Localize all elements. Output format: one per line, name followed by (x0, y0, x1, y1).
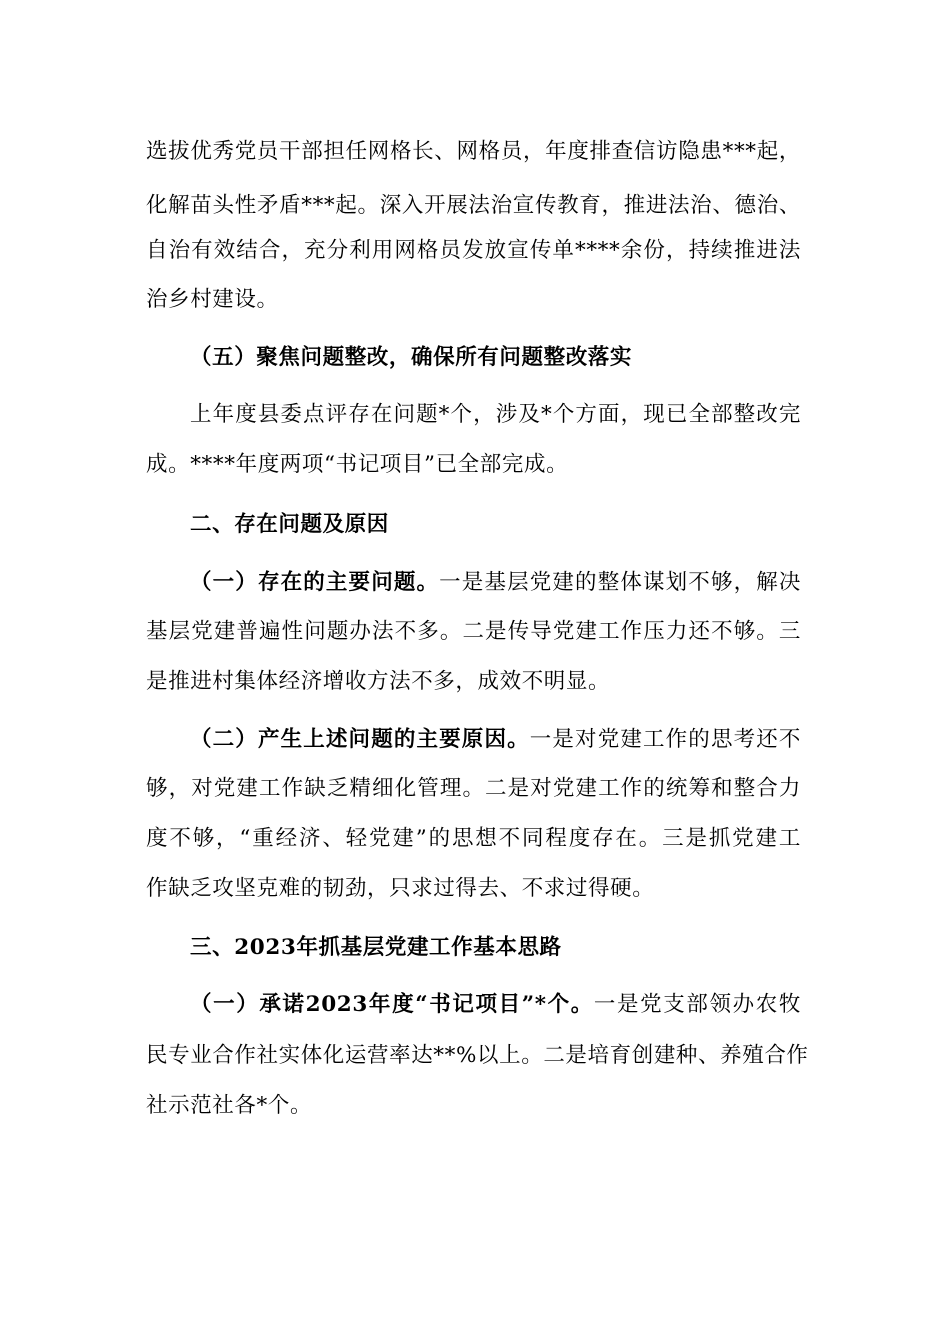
paragraph-line: 作缺乏攻坚克难的韧劲，只求过得去、不求过得硬。 (146, 876, 655, 901)
section-heading: （五）聚焦问题整改，确保所有问题整改落实 (190, 345, 633, 370)
paragraph-line: 是推进村集体经济增收方法不多，成效不明显。 (146, 669, 611, 694)
subsection-heading: （一）承诺2023年度“书记项目”*个。 (190, 992, 594, 1017)
subsection-first-line (190, 990, 801, 1020)
subsection-heading: （二）产生上述问题的主要原因。 (190, 727, 530, 752)
subsection-first-line (190, 725, 801, 755)
paragraph-line: 治乡村建设。 (146, 287, 279, 312)
paragraph-line: 社示范社各*个。 (146, 1093, 313, 1118)
paragraph-line: 度不够，“重经济、轻党建”的思想不同程度存在。三是抓党建工 (146, 826, 801, 851)
paragraph-line: 选拔优秀党员干部担任网格长、网格员，年度排查信访隐患***起， (146, 139, 801, 164)
paragraph-line: 基层党建普遍性问题办法不多。二是传导党建工作压力还不够。三 (146, 619, 801, 644)
subsection-first-line (190, 568, 801, 598)
paragraph-line: 够，对党建工作缺乏精细化管理。二是对党建工作的统筹和整合力 (146, 776, 801, 801)
paragraph-line: 成。****年度两项“书记项目”已全部完成。 (146, 452, 569, 477)
subsection-text: 一是对党建工作的思考还不 (529, 727, 801, 752)
paragraph-line: 化解苗头性矛盾***起。深入开展法治宣传教育，推进法治、德治、 (146, 193, 801, 218)
subsection-heading: （一）存在的主要问题。 (190, 570, 440, 595)
subsection-text: 一是党支部领办农牧 (593, 992, 801, 1017)
paragraph-line: 民专业合作社实体化运营率达**%以上。二是培育创建种、养殖合作 (146, 1043, 809, 1068)
section-title: 三、2023年抓基层党建工作基本思路 (190, 935, 562, 960)
paragraph-line: 自治有效结合，充分利用网格员发放宣传单****余份，持续推进法 (146, 238, 801, 263)
section-title: 二、存在问题及原因 (190, 512, 389, 537)
subsection-text: 一是基层党建的整体谋划不够，解决 (439, 570, 801, 595)
paragraph-line: 上年度县委点评存在问题*个，涉及*个方面，现已全部整改完 (190, 402, 801, 427)
